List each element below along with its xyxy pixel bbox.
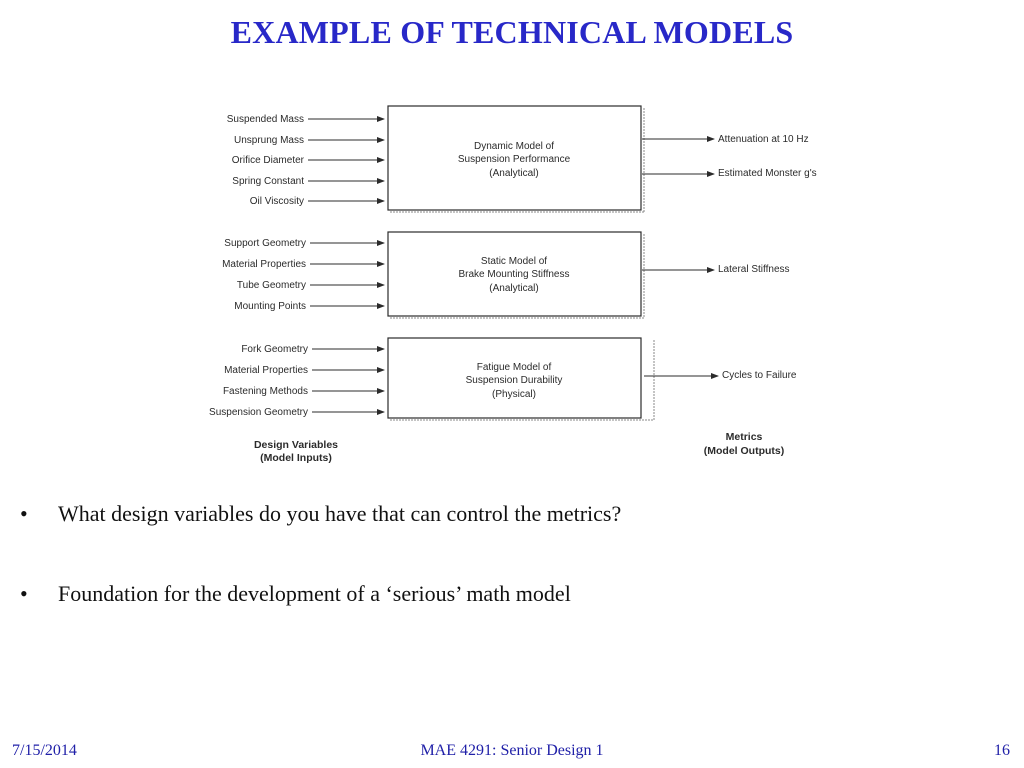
model-label-line: (Physical): [492, 389, 536, 400]
bullet-item: [16, 578, 1006, 610]
model-group-static: [222, 232, 789, 318]
outputs-caption-sub: (Model Outputs): [703, 445, 785, 457]
bullet-item: [16, 498, 1006, 530]
output-label: Estimated Monster g's: [718, 168, 817, 179]
model-label-line: (Analytical): [489, 283, 539, 294]
output-label: Attenuation at 10 Hz: [718, 134, 809, 145]
input-label: Mounting Points: [234, 301, 306, 312]
output-label: Cycles to Failure: [722, 370, 797, 381]
model-label-line: Suspension Performance: [457, 154, 571, 165]
model-group-fatigue: [209, 338, 797, 420]
model-label-line: Dynamic Model of: [473, 141, 555, 152]
bullet-list: [16, 498, 1006, 658]
footer-date: 7/15/2014: [12, 742, 77, 759]
input-label: Oil Viscosity: [249, 196, 304, 207]
input-label: Fastening Methods: [222, 386, 308, 397]
input-label: Fork Geometry: [241, 344, 308, 355]
bullet-marker: •: [20, 501, 28, 526]
model-label-line: Fatigue Model of: [476, 362, 552, 373]
bullet-marker: •: [20, 581, 28, 606]
slide-title: EXAMPLE OF TECHNICAL MODELS: [230, 14, 794, 50]
model-diagram: [180, 88, 840, 466]
inputs-caption-sub: (Model Inputs): [260, 452, 332, 464]
inputs-caption: Design Variables: [253, 439, 339, 451]
page-number: 16: [994, 742, 1010, 759]
output-label: Lateral Stiffness: [718, 264, 790, 275]
input-label: Suspended Mass: [226, 114, 304, 125]
outputs-caption: Metrics: [725, 431, 763, 443]
input-label: Unsprung Mass: [233, 135, 304, 146]
model-label-line: Static Model of: [480, 256, 548, 267]
model-label-line: Brake Mounting Stiffness: [458, 269, 570, 280]
footer-course: MAE 4291: Senior Design 1: [420, 742, 604, 759]
bullet-text: What design variables do you have that can control the metrics?: [58, 501, 622, 526]
bullet-text: Foundation for the development of a ‘serious’ math model: [58, 581, 571, 606]
input-label: Support Geometry: [224, 238, 306, 249]
input-label: Tube Geometry: [236, 280, 306, 291]
input-label: Material Properties: [224, 365, 308, 376]
input-label: Spring Constant: [232, 176, 304, 187]
input-label: Suspension Geometry: [209, 407, 308, 418]
input-label: Orifice Diameter: [231, 155, 304, 166]
model-label-line: Suspension Durability: [465, 375, 563, 386]
input-label: Material Properties: [222, 259, 306, 270]
model-label-line: (Analytical): [489, 168, 539, 179]
model-group-dynamic: [227, 106, 817, 212]
